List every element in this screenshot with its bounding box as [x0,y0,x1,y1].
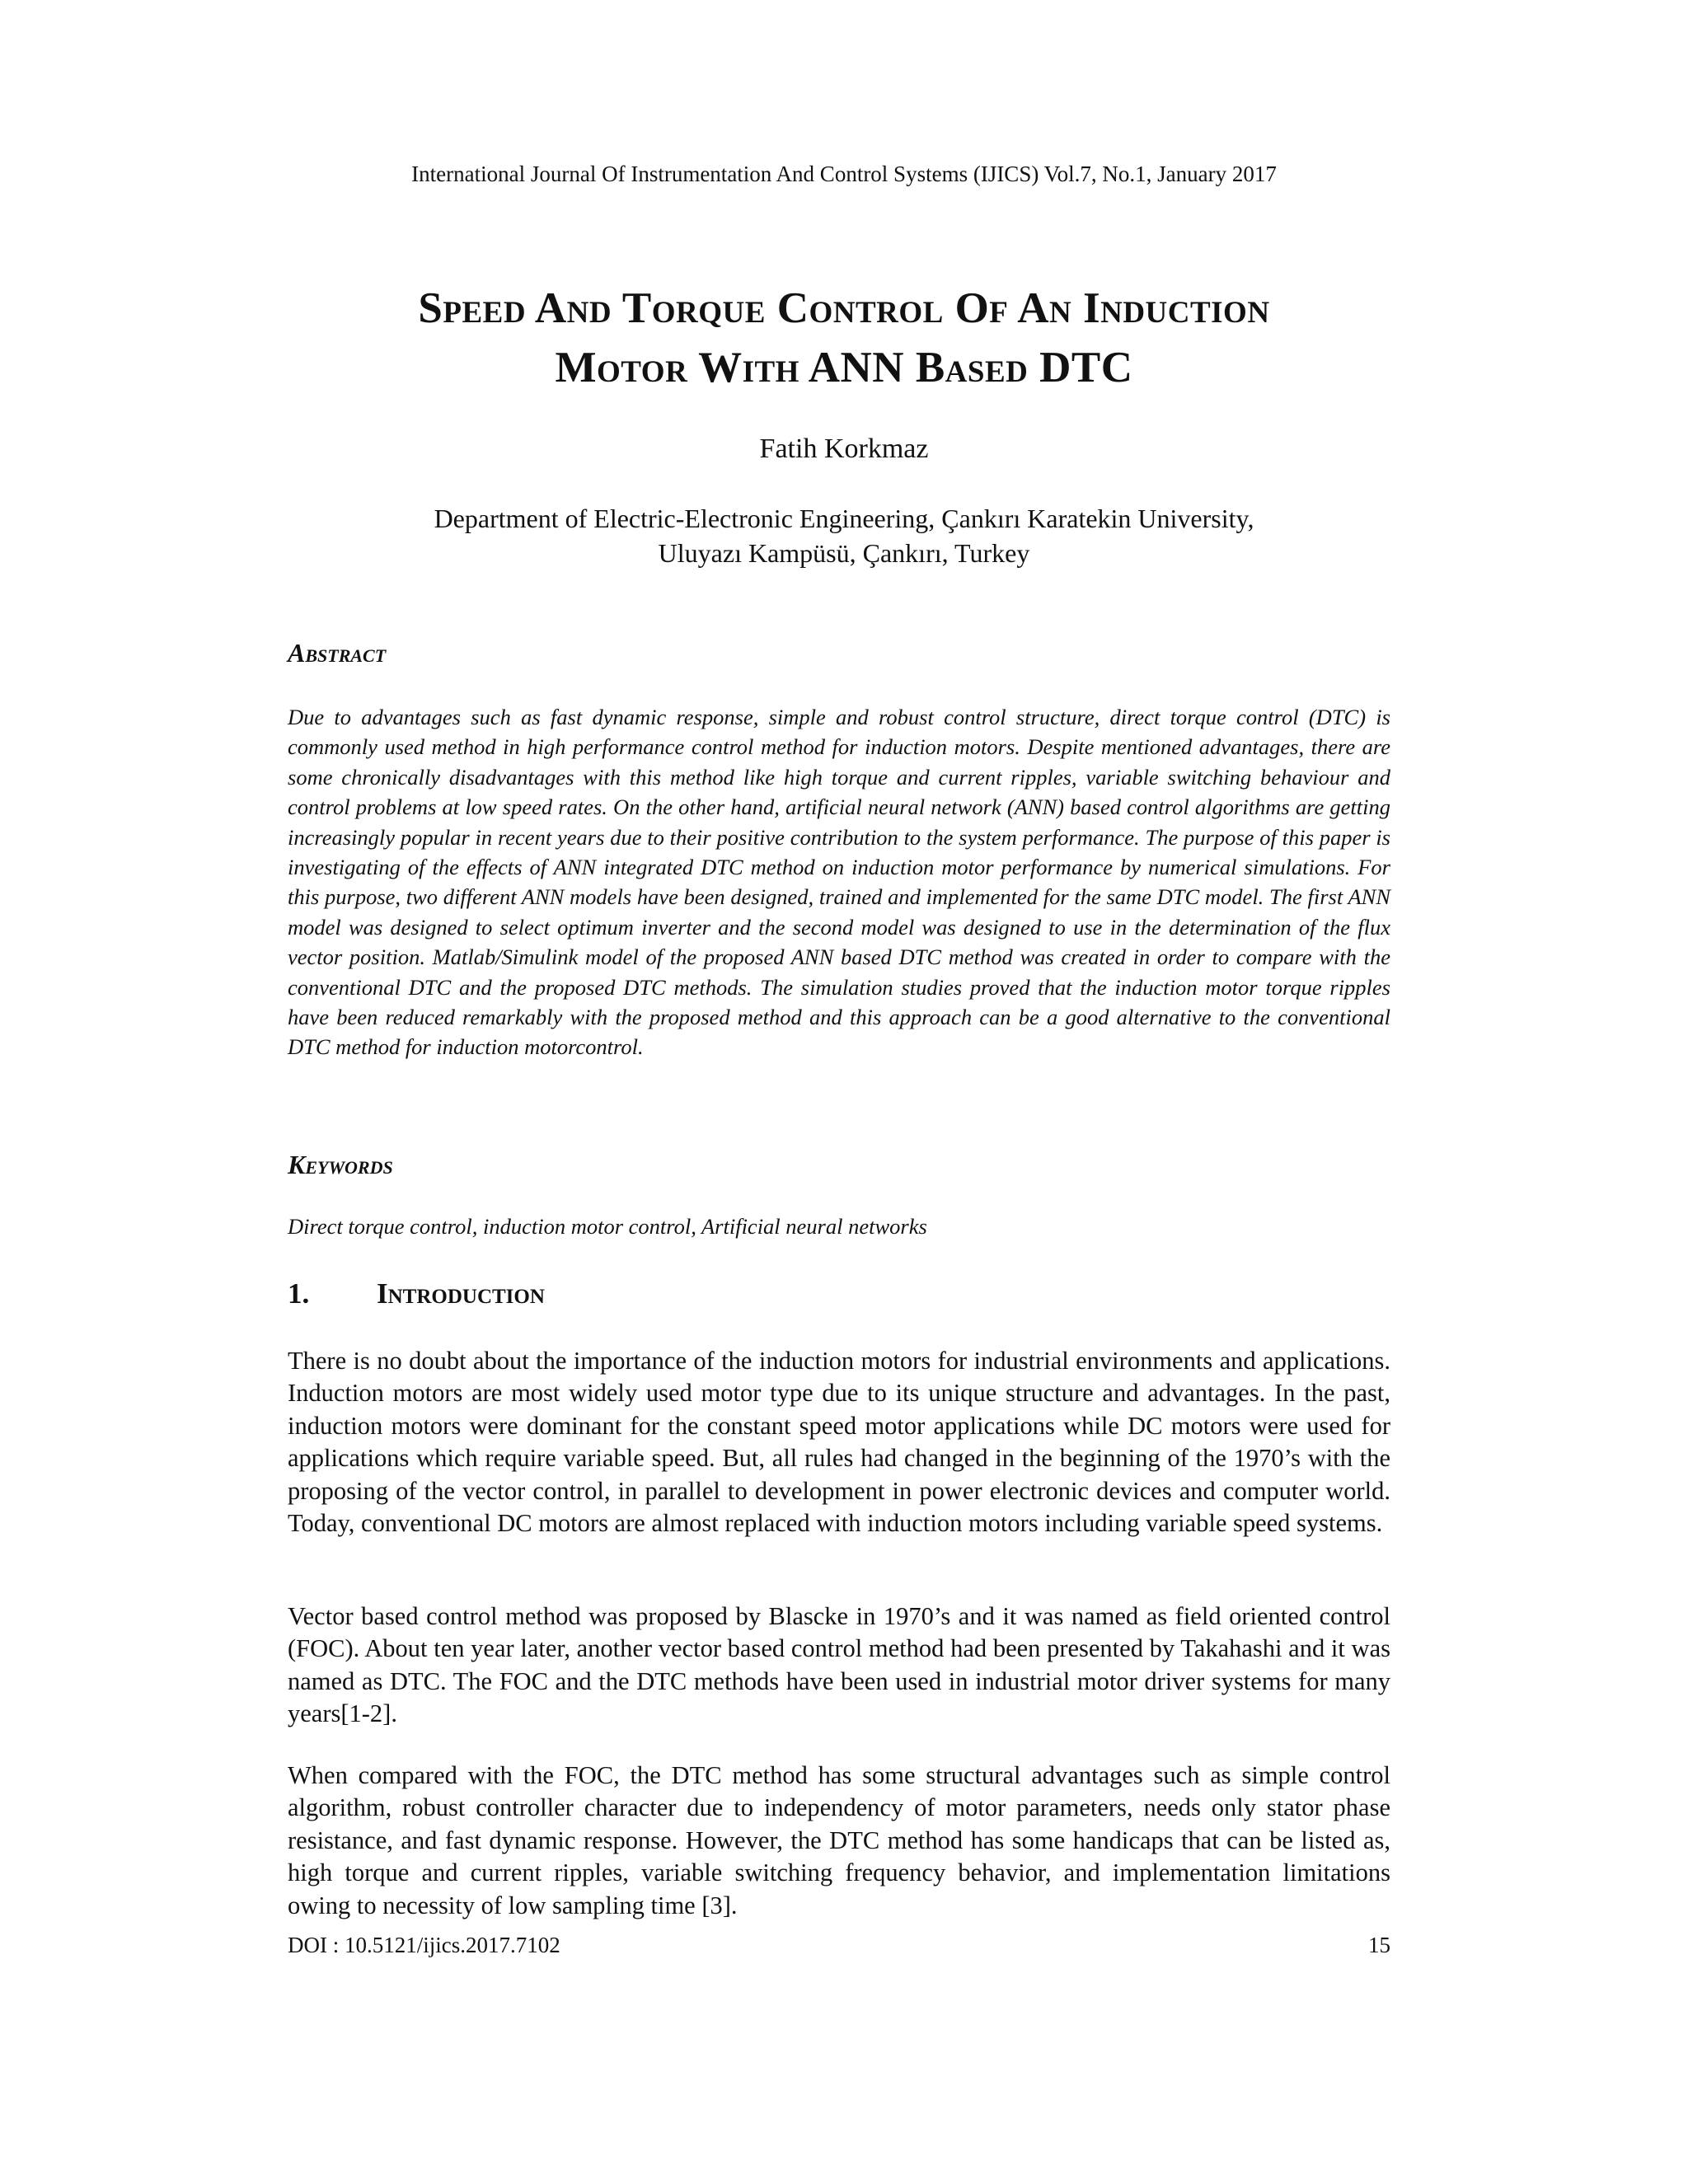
abstract-text: Due to advantages such as fast dynamic response, simple and robust control structure, direct torque control (DTC) is commonly used method in high performance control method for induction motors. Despite mentioned advantages, there are some chronically disadvantages with this method like high torque and current ripples, variable switching behaviour and control problems at low speed rates. On the other hand, artificial neural network (ANN) based control algorithms are getting increasingly popular in recent years due to their positive contribution to the system performance. The purpose of this paper is investigating of the effects of ANN integrated DTC method on induction motor performance by numerical simulations. For this purpose, two different ANN models have been designed, trained and implemented for the same DTC model. The first ANN model was designed to select optimum inverter and the second model was designed to use in the determination of the flux vector position. Matlab/Simulink model of the proposed ANN based DTC method was created in order to compare with the conventional DTC and the proposed DTC methods. The simulation studies proved that the induction motor torque ripples have been reduced remarkably with the proposed method and this approach can be a good alternative to the conventional DTC method for induction motorcontrol. [288,705,1390,1060]
affiliation-line-1: Department of Electric-Electronic Engineering, Çankırı Karatekin University, [434,504,1254,533]
introduction-paragraph-3: When compared with the FOC, the DTC method has some structural advantages such as simple control algorithm, robust controller character due to independency of motor parameters, needs only stator phase resistance, and fast dynamic response. However, the DTC method has some handicaps that can be listed as, high torque and current ripples, variable switching frequency behavior, and implementation limitations owing to necessity of low sampling time [3]. [288,1761,1390,1919]
section-number: 1. [288,1277,310,1310]
author-affiliation [165,501,1523,570]
keywords-text: Direct torque control, induction motor control, Artificial neural networks [288,1214,927,1239]
paper-title [206,279,1482,397]
doi-footer: DOI : 10.5121/ijics.2017.7102 [288,1933,560,1957]
author-name: Fatih Korkmaz [759,434,929,464]
introduction-paragraph-1: There is no doubt about the importance of the induction motors for industrial environments and applications. Induction motors are most widely used motor type due to its unique structure and advantages. In the past, induction motors were dominant for the constant speed motor applications while DC motors were used for applications which require variable speed. But, all rules had changed in the beginning of the 1970’s with the proposing of the vector control, in parallel to development in power electronic devices and computer world. Today, conventional DC motors are almost replaced with induction motors including variable speed systems. [288,1347,1390,1538]
introduction-heading [288,1276,545,1312]
section-title: Introduction [377,1277,545,1310]
keywords-heading: Keywords [288,1150,393,1179]
page-number: 15 [1368,1933,1390,1957]
affiliation-line-2: Uluyazı Kampüsü, Çankırı, Turkey [658,538,1030,568]
journal-header: International Journal Of Instrumentation And Control Systems (IJICS) Vol.7, No.1, January 2017 [411,162,1277,186]
introduction-paragraph-2: Vector based control method was proposed by Blascke in 1970’s and it was named as field oriented control (FOC). About ten year later, another vector based control method had been presented by Takahashi and it was named as DTC. The FOC and the DTC methods have been used in industrial motor driver systems for many years[1-2]. [288,1602,1390,1728]
abstract-heading: Abstract [288,638,387,668]
paper-title-line-1: Speed And Torque Control Of An Induction [418,284,1270,332]
paper-title-line-2: Motor With ANN Based DTC [555,344,1133,391]
